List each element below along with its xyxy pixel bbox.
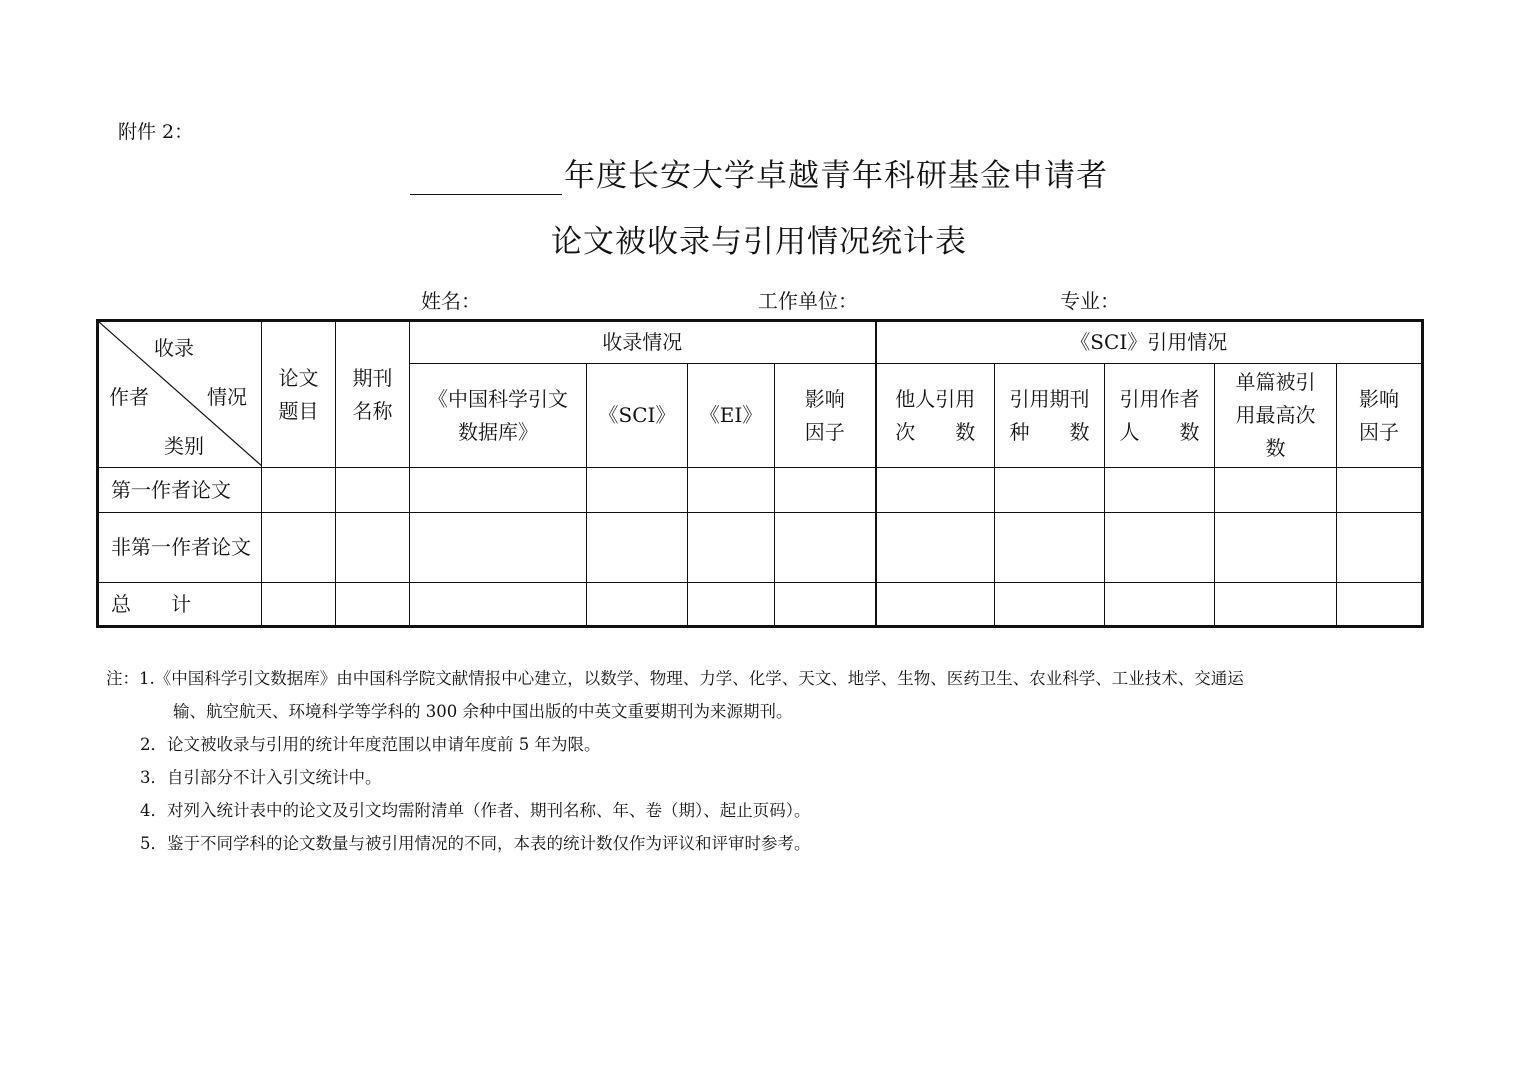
- note-4: 4．对列入统计表中的论文及引文均需附清单（作者、期刊名称、年、卷（期）、起止页码）。: [140, 801, 811, 820]
- table-cell[interactable]: [1215, 583, 1337, 627]
- table-cell[interactable]: [587, 513, 688, 583]
- table-cell[interactable]: [410, 583, 587, 627]
- title-line-1-text: 年度长安大学卓越青年科研基金申请者: [564, 158, 1108, 194]
- row-label-total: 总 计: [98, 583, 262, 627]
- note-2: 2．论文被收录与引用的统计年度范围以申请年度前 5 年为限。: [140, 735, 601, 754]
- table-cell[interactable]: [1215, 468, 1337, 513]
- header-indexed-group: 收录情况: [410, 321, 876, 364]
- table-row: [98, 583, 1423, 627]
- name-field-label: 姓名：: [421, 289, 481, 313]
- header-cscd: 《中国科学引文 数据库》: [410, 364, 587, 468]
- row-label-non-first-author: 非第一作者论文: [98, 513, 262, 583]
- major-field-label: 专业：: [1060, 289, 1120, 313]
- table-cell[interactable]: [688, 583, 775, 627]
- table-cell[interactable]: [1337, 468, 1423, 513]
- header-impact-factor-2: 影响 因子: [1337, 364, 1423, 468]
- table-row: [98, 513, 1423, 583]
- table-cell[interactable]: [587, 583, 688, 627]
- table-cell[interactable]: [1105, 513, 1215, 583]
- table-cell[interactable]: [775, 513, 876, 583]
- table-cell[interactable]: [262, 468, 336, 513]
- table-row: [98, 468, 1423, 513]
- table-cell[interactable]: [688, 468, 775, 513]
- table-cell[interactable]: [1105, 468, 1215, 513]
- table-cell[interactable]: [876, 583, 995, 627]
- statistics-table: [96, 319, 1424, 628]
- table-cell[interactable]: [262, 513, 336, 583]
- corner-left-label: 作者: [109, 385, 149, 409]
- header-citing-authors: 引用作者 人 数: [1105, 364, 1215, 468]
- corner-bottom-label: 类别: [164, 434, 204, 458]
- table-cell[interactable]: [336, 468, 410, 513]
- table-cell[interactable]: [995, 583, 1105, 627]
- table-cell[interactable]: [262, 583, 336, 627]
- table-cell[interactable]: [876, 468, 995, 513]
- note-1-line-2: 输、航空航天、环境科学等学科的 300 余种中国出版的中英文重要期刊为来源期刊。: [173, 702, 793, 721]
- table-cell[interactable]: [1337, 583, 1423, 627]
- table-cell[interactable]: [995, 468, 1105, 513]
- table-cell[interactable]: [1337, 513, 1423, 583]
- table-cell[interactable]: [1105, 583, 1215, 627]
- note-5: 5．鉴于不同学科的论文数量与被引用情况的不同，本表的统计数仅作为评议和评审时参考。: [140, 834, 811, 853]
- header-journal-name: 期刊 名称: [336, 321, 410, 468]
- year-blank[interactable]: [410, 164, 562, 195]
- note-1-line-1: 注：1.《中国科学引文数据库》由中国科学院文献情报中心建立，以数学、物理、力学、化学、天文、地学、生物、医药卫生、农业科学、工业技术、交通运: [106, 669, 1244, 688]
- table-cell[interactable]: [410, 513, 587, 583]
- unit-field-label: 工作单位：: [758, 289, 858, 313]
- header-max-single-citations: 单篇被引 用最高次 数: [1215, 364, 1337, 468]
- header-paper-title: 论文 题目: [262, 321, 336, 468]
- table-cell[interactable]: [336, 583, 410, 627]
- title-line-2: 论文被收录与引用情况统计表: [551, 224, 967, 260]
- table-cell[interactable]: [876, 513, 995, 583]
- title-line-1: [0, 150, 1518, 195]
- header-sci-citation-group: 《SCI》引用情况: [876, 321, 1423, 364]
- corner-right-label: 情况: [207, 385, 247, 409]
- row-label-first-author: 第一作者论文: [98, 468, 262, 513]
- table-cell[interactable]: [688, 513, 775, 583]
- table-cell[interactable]: [410, 468, 587, 513]
- note-3: 3．自引部分不计入引文统计中。: [140, 768, 382, 787]
- header-others-citations: 他人引用 次 数: [876, 364, 995, 468]
- header-ei: 《EI》: [688, 364, 775, 468]
- header-impact-factor-1: 影响 因子: [775, 364, 876, 468]
- header-sci: 《SCI》: [587, 364, 688, 468]
- table-cell[interactable]: [775, 583, 876, 627]
- table-cell[interactable]: [587, 468, 688, 513]
- header-citing-journals: 引用期刊 种 数: [995, 364, 1105, 468]
- diagonal-header-cell: [98, 321, 262, 468]
- corner-top-label: 收录: [154, 336, 194, 360]
- table-cell[interactable]: [775, 468, 876, 513]
- table-cell[interactable]: [336, 513, 410, 583]
- attachment-label: 附件 2：: [118, 121, 194, 143]
- notes-section: [106, 662, 1416, 860]
- table-cell[interactable]: [1215, 513, 1337, 583]
- table-cell[interactable]: [995, 513, 1105, 583]
